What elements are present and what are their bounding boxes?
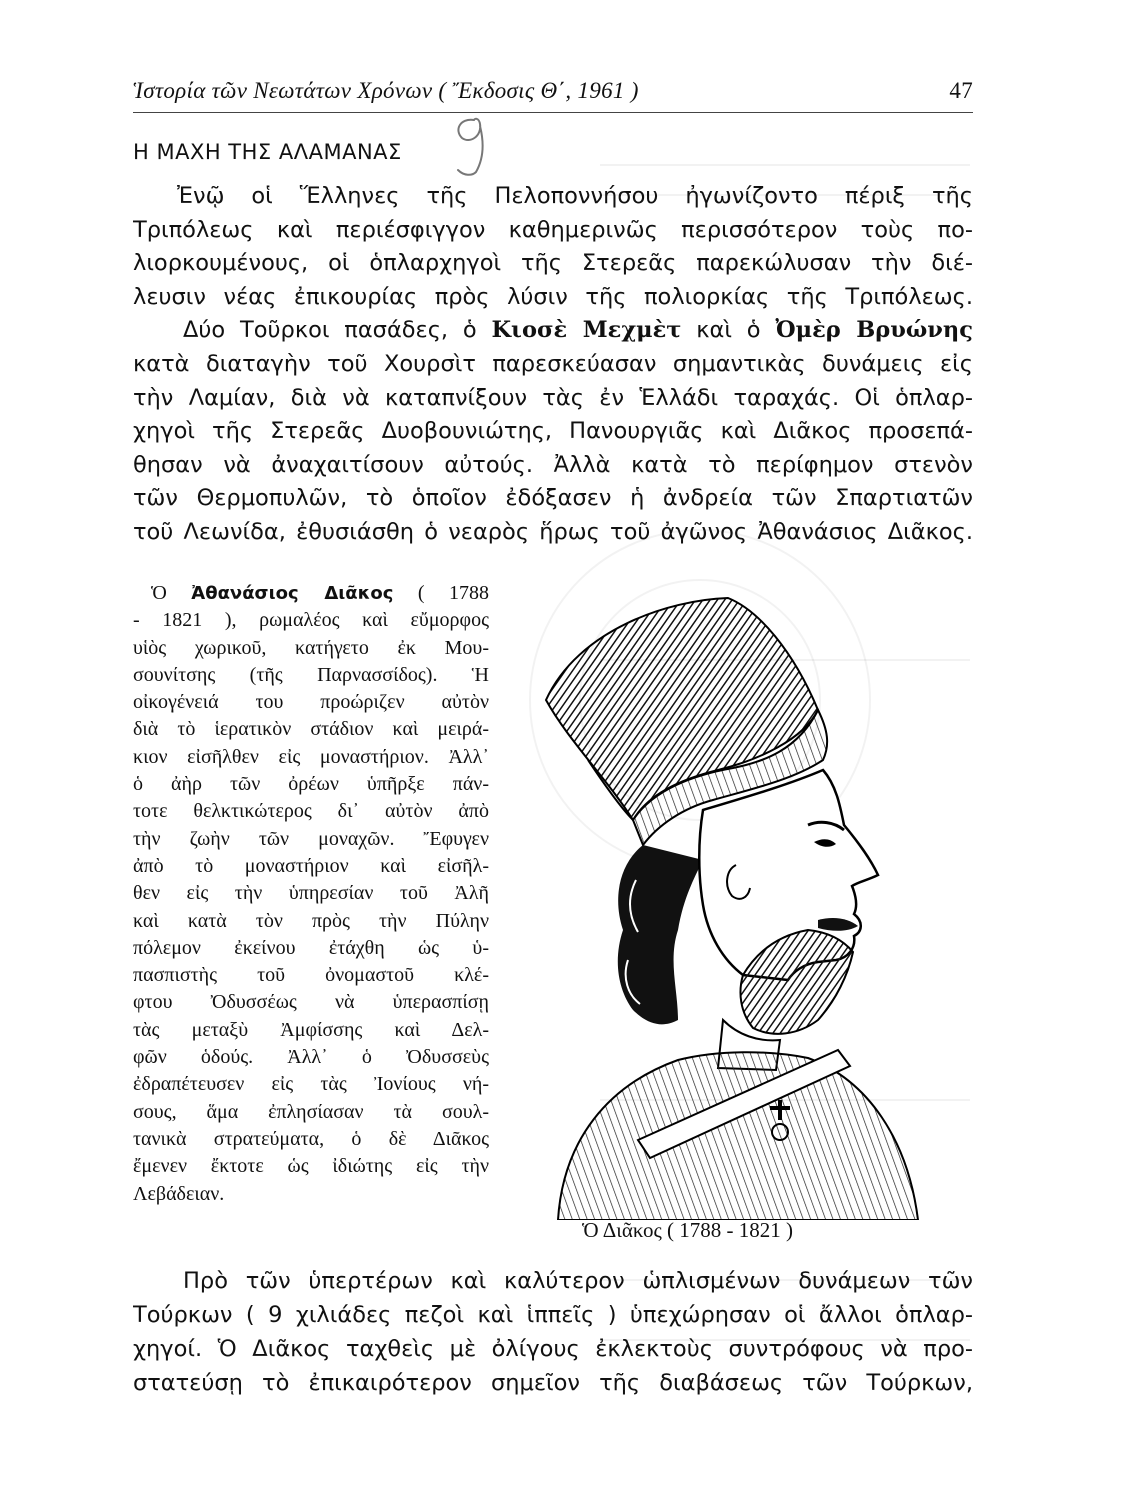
text-line: φτου Ὀδυσσέως νὰ ὑπερασπίσῃ (133, 991, 489, 1014)
text-segment: ( 1788 (393, 582, 489, 604)
text-line: στατεύσῃ τὸ ἐπικαιρότερον σημεῖον τῆς διαβάσεως τῶν Τούρκων, (133, 1370, 973, 1396)
portrait-caption: Ὁ Διᾶκος ( 1788 - 1821 ) (582, 1218, 794, 1242)
header-rule (133, 112, 973, 113)
text-line: λευσιν νέας ἐπικουρίας πρὸς λύσιν τῆς πολιορκίας τῆς Τριπόλεως. (133, 283, 973, 310)
intro-paragraph (133, 180, 973, 550)
text-line: Λεβάδειαν. (133, 1182, 225, 1205)
name-athanasios-diakos: Ἀθανάσιος Διᾶκος (191, 583, 394, 604)
page-number: 47 (949, 78, 973, 103)
text-line: θεν εἰς τὴν ὑπηρεσίαν τοῦ Ἀλῆ (133, 882, 489, 905)
text-line: πασπιστὴς τοῦ ὀνομαστοῦ κλέ- (133, 964, 489, 987)
text-line: κιον εἰσῆλθεν εἰς μοναστήριον. Ἀλλ᾽ (133, 745, 489, 768)
text-line: τὴν Λαμίαν, διὰ νὰ καταπνίξουν τὰς ἐν Ἑλλάδι ταραχάς. Οἱ ὁπλαρ- (133, 384, 973, 411)
text-line: λιορκουμένους, οἱ ὁπλαρχηγοὶ τῆς Στερεᾶς παρεκώλυσαν τὴν διέ- (133, 250, 973, 277)
text-line: ἐδραπέτευσεν εἰς τὰς Ἰονίους νή- (133, 1073, 489, 1096)
text-line: σους, ἅμα ἐπλησίασαν τὰ σουλ- (133, 1100, 489, 1123)
text-line: οἰκογένειά του προώριζεν αὐτὸν (133, 691, 489, 714)
diakos-portrait-engraving (518, 580, 970, 1220)
closing-paragraph (133, 1264, 973, 1400)
name-omer-vryonis: Ὀμὲρ Βρυώνης (775, 317, 973, 344)
text-line: τοῦ Λεωνίδα, ἐθυσιάσθη ὁ νεαρὸς ἥρως τοῦ ἀγῶνος Ἀθανάσιος Διᾶκος. (133, 518, 973, 545)
text-line: διὰ τὸ ἱερατικὸν στάδιον καὶ μειρά- (133, 718, 489, 741)
section-title: Η ΜΑΧΗ ΤΗΣ ΑΛΑΜΑΝΑΣ (133, 140, 402, 164)
biography-sidebar (133, 580, 489, 1208)
text-line (133, 314, 973, 348)
text-line: τὰς μεταξὺ Ἀμφίσσης καὶ Δελ- (133, 1018, 489, 1041)
text-line: θησαν νὰ ἀναχαιτίσουν αὐτούς. Ἀλλὰ κατὰ τὸ περίφημον στενὸν (133, 451, 973, 478)
text-segment: καὶ ὁ (681, 317, 776, 344)
text-line: φῶν ὁδούς. Ἀλλ᾽ ὁ Ὀδυσσεὺς (133, 1046, 489, 1069)
text-line: ὁ ἀὴρ τῶν ὀρέων ὑπῆρξε πάν- (133, 773, 489, 796)
name-kiose-mechmet: Κιοσὲ Μεχμὲτ (491, 317, 682, 344)
text-segment: Ὁ (151, 582, 192, 604)
text-line: - 1821 ), ρωμαλέος καὶ εὔμορφος (133, 609, 489, 632)
text-line: υἱὸς χωρικοῦ, κατήγετο ἐκ Μου- (133, 636, 489, 659)
text-line: ἔμενεν ἔκτοτε ὡς ἰδιώτης εἰς τὴν (133, 1155, 489, 1178)
text-line (133, 580, 489, 607)
text-line: τανικὰ στρατεύματα, ὁ δὲ Διᾶκος (133, 1127, 489, 1150)
text-line: σουνίτσης (τῆς Παρνασσίδος). Ἡ (133, 663, 489, 686)
text-line: χηγοί. Ὁ Διᾶκος ταχθεὶς μὲ ὀλίγους ἐκλεκτοὺς συντρόφους νὰ προ- (133, 1336, 973, 1362)
text-line: ἀπὸ τὸ μοναστήριον καὶ εἰσῆλ- (133, 854, 489, 877)
text-line: χηγοὶ τῆς Στερεᾶς Δυοβουνιώτης, Πανουργιᾶς καὶ Διᾶκος προσεπά- (133, 418, 973, 445)
text-line: τὴν ζωὴν τῶν μοναχῶν. Ἔφυγεν (133, 827, 489, 850)
text-segment: Δύο Τοῦρκοι πασάδες, ὁ (183, 317, 492, 344)
running-header (133, 78, 973, 114)
text-line: καὶ κατὰ τὸν πρὸς τὴν Πύλην (133, 909, 489, 932)
text-line: τοτε θελκτικώτερος δι᾽ αὐτὸν ἀπὸ (133, 800, 489, 823)
text-line: τῶν Θερμοπυλῶν, τὸ ὁποῖον ἐδόξασεν ἡ ἀνδρεία τῶν Σπαρτιατῶν (133, 485, 973, 512)
running-title: Ἱστορία τῶν Νεωτάτων Χρόνων ( Ἔκδοσις Θ΄, 1961 ) (133, 78, 639, 103)
text-line: Ἐνῷ οἱ Ἕλληνες τῆς Πελοποννήσου ἠγωνίζοντο πέριξ τῆς (177, 183, 973, 209)
text-line: πόλεμον ἐκείνου ἐτάχθη ὡς ὑ- (133, 936, 489, 959)
handwritten-nine-mark (440, 112, 500, 178)
text-line: κατὰ διαταγὴν τοῦ Χουρσὶτ παρεσκεύασαν σημαντικὰς δυνάμεις εἰς (133, 350, 973, 377)
text-line: Τούρκων ( 9 χιλιάδες πεζοὶ καὶ ἱππεῖς ) ὑπεχώρησαν οἱ ἄλλοι ὁπλαρ- (133, 1302, 973, 1328)
text-line: Τριπόλεως καὶ περιέσφιγγον καθημερινῶς περισσότερον τοὺς πο- (133, 216, 973, 243)
text-line: Πρὸ τῶν ὑπερτέρων καὶ καλύτερον ὡπλισμένων δυνάμεων τῶν (183, 1268, 973, 1294)
